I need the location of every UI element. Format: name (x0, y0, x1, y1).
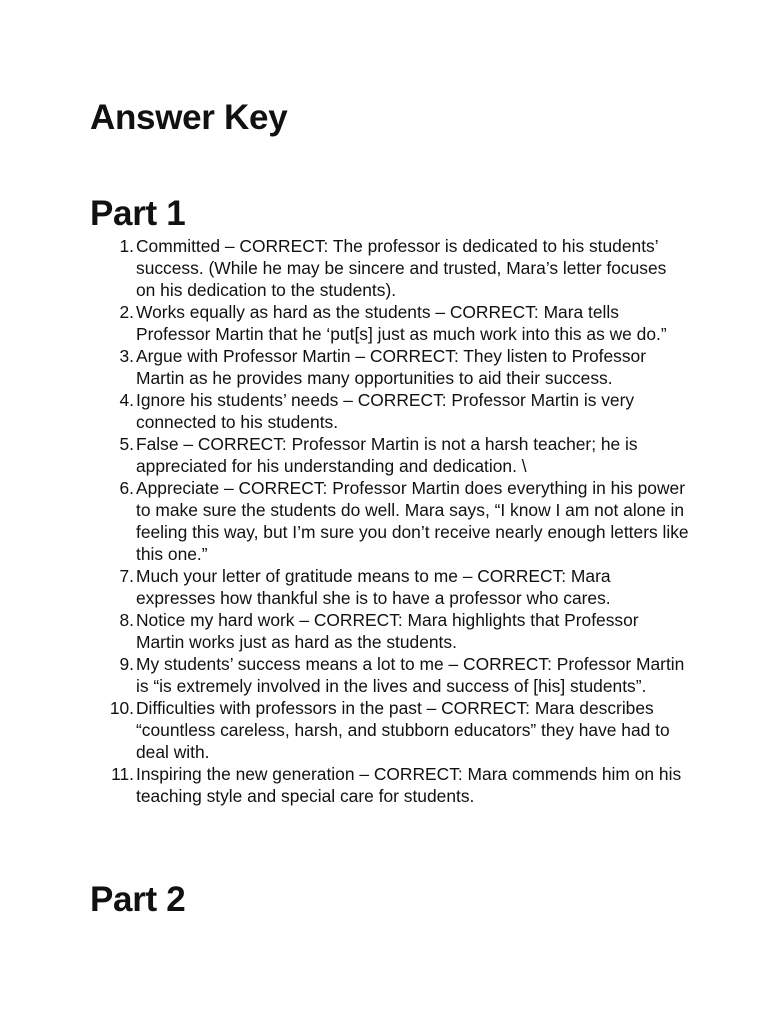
answer-item-5 (100, 433, 690, 477)
answer-number: 3. (119, 346, 134, 366)
answer-text: Much your letter of gratitude means to me – CORRECT: Mara expresses how thankful she is to have a professor who cares. (136, 566, 611, 608)
answer-item-9 (100, 653, 690, 697)
part-2-heading: Part 2 (90, 880, 186, 919)
answer-text: False – CORRECT: Professor Martin is not a harsh teacher; he is appreciated for his understanding and dedication. \ (136, 434, 638, 476)
answer-text: Ignore his students’ needs – CORRECT: Professor Martin is very connected to his students. (136, 390, 635, 432)
answer-item-10 (100, 697, 690, 763)
answer-text: Committed – CORRECT: The professor is dedicated to his students’ success. (While he may be sincere and trusted, Mara’s letter focuses on his dedication to the students). (136, 236, 667, 300)
answer-item-6 (100, 477, 690, 565)
answer-number: 2. (119, 302, 134, 322)
answer-number: 10. (109, 698, 134, 718)
answer-item-8 (100, 609, 690, 653)
answer-text: Inspiring the new generation – CORRECT: Mara commends him on his teaching style and special care for students. (136, 764, 682, 806)
answer-item-3 (100, 345, 690, 389)
answer-text: Notice my hard work – CORRECT: Mara highlights that Professor Martin works just as hard as the students. (136, 610, 639, 652)
answer-text: Difficulties with professors in the past – CORRECT: Mara describes “countless careless, harsh, and stubborn educators” they have had to deal with. (136, 698, 670, 762)
answer-number: 1. (119, 236, 134, 256)
answer-text: My students’ success means a lot to me – CORRECT: Professor Martin is “is extremely involved in the lives and success of [his] students”. (136, 654, 685, 696)
answer-number: 11. (111, 764, 134, 784)
document-title: Answer Key (90, 98, 288, 137)
answer-item-11 (100, 763, 690, 807)
answer-text: Appreciate – CORRECT: Professor Martin does everything in his power to make sure the students do well. Mara says, “I know I am not alone in feeling this way, but I’m sure you don’t receive nearly enough letters like this one.” (136, 478, 689, 564)
answer-number: 9. (119, 654, 134, 674)
answer-item-2 (100, 301, 690, 345)
answer-number: 8. (119, 610, 134, 630)
answer-number: 7. (119, 566, 134, 586)
answer-number: 6. (119, 478, 134, 498)
answer-text: Works equally as hard as the students – CORRECT: Mara tells Professor Martin that he ‘put[s] just as much work into this as we do.” (136, 302, 667, 344)
part-1-heading: Part 1 (90, 194, 186, 233)
part-1-answer-list (100, 235, 690, 807)
answer-number: 4. (119, 390, 134, 410)
answer-item-7 (100, 565, 690, 609)
answer-item-4 (100, 389, 690, 433)
answer-text: Argue with Professor Martin – CORRECT: They listen to Professor Martin as he provides many opportunities to aid their success. (136, 346, 646, 388)
answer-item-1 (100, 235, 690, 301)
answer-number: 5. (119, 434, 134, 454)
